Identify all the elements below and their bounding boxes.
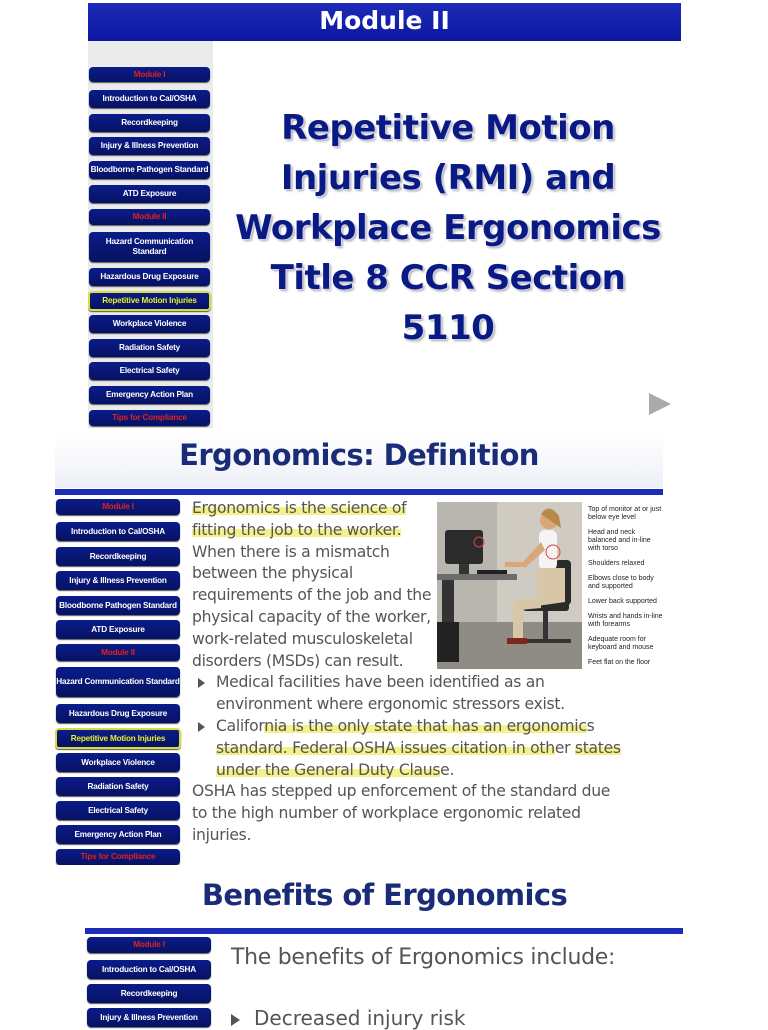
nav-module-1[interactable]: Module I (87, 937, 211, 953)
nav-intro-calosha[interactable]: Introduction to Cal/OSHA (89, 90, 210, 108)
nav-bloodborne-pathogen[interactable]: Bloodborne Pathogen Standard (56, 596, 180, 615)
workstation-illustration (437, 502, 582, 669)
caption: Lower back supported (588, 598, 657, 605)
nav-module-2[interactable]: Module II (89, 209, 210, 225)
caption: Feet flat on the floor (588, 659, 651, 666)
nav-tips-compliance[interactable]: Tips for Compliance (56, 849, 180, 865)
sidebar-nav (55, 495, 185, 865)
nav-electrical-safety[interactable]: Electrical Safety (56, 801, 180, 820)
slide-ergonomics-definition (55, 432, 663, 865)
nav-hazard-communication[interactable]: Hazard Communication Standard (89, 232, 210, 262)
nav-intro-calosha[interactable]: Introduction to Cal/OSHA (87, 960, 211, 979)
nav-workplace-violence[interactable]: Workplace Violence (89, 315, 210, 333)
nav-emergency-action-plan[interactable]: Emergency Action Plan (56, 825, 180, 844)
bullet-item (231, 1006, 465, 1030)
nav-radiation-safety[interactable]: Radiation Safety (89, 339, 210, 357)
title-line: Repetitive Motion (281, 108, 615, 148)
nav-atd-exposure[interactable]: ATD Exposure (56, 620, 180, 639)
nav-module-1[interactable]: Module I (89, 67, 210, 82)
caption: Shoulders relaxed (588, 560, 645, 567)
bullet-text: er (554, 738, 575, 757)
nav-emergency-action-plan[interactable]: Emergency Action Plan (89, 386, 210, 404)
highlighted-text: nia is the only state that has an ergonomic (264, 716, 587, 735)
nav-hazardous-drug[interactable]: Hazardous Drug Exposure (89, 268, 210, 286)
bullet-item (192, 716, 626, 781)
caption: Adequate room for keyboard and mouse (588, 636, 654, 651)
nav-workplace-violence[interactable]: Workplace Violence (56, 753, 180, 772)
nav-radiation-safety[interactable]: Radiation Safety (56, 777, 180, 796)
bullet-text: Califor (216, 716, 265, 735)
caption: Head and neck balanced and in-line with torso (588, 529, 651, 552)
nav-recordkeeping[interactable]: Recordkeeping (89, 114, 210, 132)
nav-intro-calosha[interactable]: Introduction to Cal/OSHA (56, 522, 180, 541)
nav-recordkeeping[interactable]: Recordkeeping (56, 547, 180, 566)
nav-atd-exposure[interactable]: ATD Exposure (89, 185, 210, 203)
nav-bloodborne-pathogen[interactable]: Bloodborne Pathogen Standard (89, 161, 210, 179)
ergonomic-captions (588, 506, 663, 674)
slide-title (218, 103, 678, 353)
definition-paragraph (192, 498, 432, 672)
caption: Wrists and hands in-line with forearms (588, 613, 663, 628)
nav-repetitive-motion-active[interactable]: Repetitive Motion Injuries (55, 728, 181, 749)
nav-tips-compliance[interactable]: Tips for Compliance (89, 410, 210, 426)
highlighted-text: states under the General Duty Claus (216, 738, 621, 779)
title-line: Title 8 CCR Section (270, 258, 626, 298)
highlighted-text: standard. Federal OSHA issues citation in oth (216, 738, 555, 757)
benefits-intro: The benefits of Ergonomics include: (231, 945, 616, 970)
nav-electrical-safety[interactable]: Electrical Safety (89, 362, 210, 380)
nav-recordkeeping[interactable]: Recordkeeping (87, 984, 211, 1003)
nav-repetitive-motion-active[interactable]: Repetitive Motion Injuries (88, 291, 211, 311)
paragraph-text: When there is a mismatch between the physical requirements of the job and the physical capacity of the worker, work-related musculoskeletal disorders (MSDs) can result. (192, 542, 432, 670)
slide-title: Ergonomics: Definition (179, 438, 539, 472)
bullet-text: Medical facilities have been identified as an environment where ergonomic stressors exist. (216, 673, 565, 714)
caption: Elbows close to body and supported (588, 575, 654, 590)
nav-hazardous-drug[interactable]: Hazardous Drug Exposure (56, 704, 180, 723)
slide-module-2-title (88, 3, 681, 428)
slide-title: Benefits of Ergonomics (201, 878, 568, 912)
bullet-text: s (586, 716, 595, 735)
nav-injury-illness-prevention[interactable]: Injury & Illness Prevention (87, 1008, 211, 1027)
nav-module-1[interactable]: Module I (56, 499, 180, 515)
nav-hazard-communication[interactable]: Hazard Communication Standard (56, 667, 180, 697)
highlighted-text: Ergonomics is the science of fitting the job to the worker. (192, 499, 407, 539)
bullet-item (192, 672, 616, 716)
nav-injury-illness-prevention[interactable]: Injury & Illness Prevention (56, 571, 180, 590)
caption: Top of monitor at or just below eye level (588, 506, 662, 521)
play-triangle-icon[interactable] (649, 393, 671, 415)
bullet-text: Decreased injury risk (254, 1006, 466, 1030)
bullet-text: e. (440, 760, 455, 779)
nav-module-2[interactable]: Module II (56, 644, 180, 661)
slide-header: Module II (88, 3, 681, 41)
sidebar-nav (86, 934, 216, 1024)
workstation-photo (437, 502, 582, 669)
title-line: Workplace Ergonomics (235, 208, 661, 248)
title-line: 5110 (401, 308, 495, 348)
nav-injury-illness-prevention[interactable]: Injury & Illness Prevention (89, 137, 210, 155)
enforcement-paragraph: OSHA has stepped up enforcement of the standard due to the high number of workplace ergonomic related injuries. (192, 782, 611, 844)
title-line: Injuries (RMI) and (280, 158, 616, 198)
